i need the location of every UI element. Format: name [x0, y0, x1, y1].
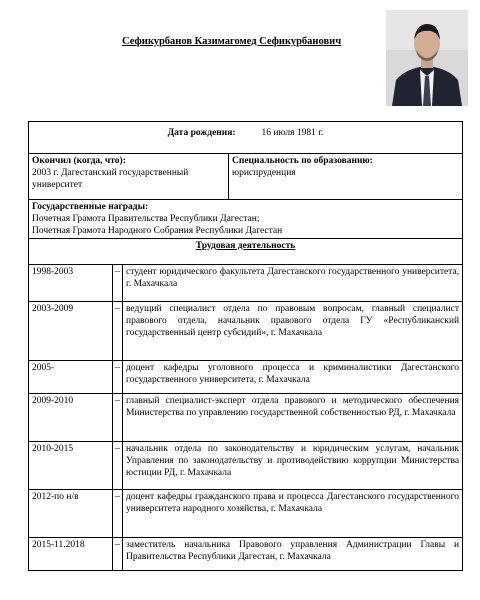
- career-description: главный специалист-эксперт отдела правового и методического обеспечения Министерства по управлению государственной собственностью РД, г. Махачкала: [123, 394, 463, 442]
- career-row: [29, 490, 463, 538]
- career-dash: –: [113, 394, 123, 442]
- birth-label: Дата рождения:: [167, 128, 236, 138]
- portrait-photo: [386, 10, 468, 106]
- specialty-label: Специальность по образованию:: [232, 156, 373, 166]
- graduated-label: Окончил (когда, что):: [32, 156, 126, 166]
- birth-row: [29, 122, 463, 154]
- career-period: 2005-: [29, 361, 113, 394]
- career-row: [29, 265, 463, 302]
- person-full-name: Сефикурбанов Казимагомед Сефикурбанович: [122, 36, 342, 47]
- award-item: Почетная Грамота Правительства Республики Дагестан;: [32, 214, 260, 224]
- awards-row: [29, 200, 463, 239]
- career-dash: –: [113, 302, 123, 361]
- specialty-value: юриспруденция: [232, 168, 296, 178]
- career-description: студент юридического факультета Дагестанского государственного университета, г. Махачкала: [123, 265, 463, 302]
- career-row: [29, 442, 463, 490]
- career-dash: –: [113, 361, 123, 394]
- career-period: 2003-2009: [29, 302, 113, 361]
- career-period: 2012-по н/в: [29, 490, 113, 538]
- career-description: начальник отдела по законодательству и юридическим услугам, начальник Управления по законодательству и противодействию коррупции Министерства юстиции РД, г. Махачкала: [123, 442, 463, 490]
- career-period: 1998-2003: [29, 265, 113, 302]
- career-row: [29, 394, 463, 442]
- education-row: [29, 154, 463, 200]
- career-row: [29, 361, 463, 394]
- career-period: 2010-2015: [29, 442, 113, 490]
- graduated-value: 2003 г. Дагестанский государственный университет: [32, 168, 189, 190]
- award-item: Почетная Грамота Народного Собрания Республики Дагестан: [32, 226, 283, 236]
- career-period: 2009-2010: [29, 394, 113, 442]
- career-description: заместитель начальника Правового управления Администрации Главы и Правительства Республики Дагестан, г. Махачкала: [123, 538, 463, 571]
- career-period: 2015-11.2018: [29, 538, 113, 571]
- career-description: доцент кафедры уголовного процесса и криминалистики Дагестанского государственного университета, г. Махачкала: [123, 361, 463, 394]
- career-description: ведущий специалист отдела по правовым вопросам, главный специалист правового отдела, начальник правового отдела ГУ «Республиканский государственный центр субсидий», г. Махачкала: [123, 302, 463, 361]
- biography-table: [28, 121, 463, 571]
- career-dash: –: [113, 265, 123, 302]
- awards-label: Государственные награды:: [32, 202, 149, 212]
- career-description: доцент кафедры гражданского права и процесса Дагестанского государственного университета народного хозяйства, г. Махачкала: [123, 490, 463, 538]
- career-row: [29, 538, 463, 571]
- career-row: [29, 302, 463, 361]
- career-section-title: Трудовая деятельность: [195, 241, 296, 251]
- birth-value: 16 июля 1981 г.: [261, 128, 324, 138]
- career-dash: –: [113, 442, 123, 490]
- career-title-row: [29, 239, 463, 265]
- career-dash: –: [113, 538, 123, 571]
- career-dash: –: [113, 490, 123, 538]
